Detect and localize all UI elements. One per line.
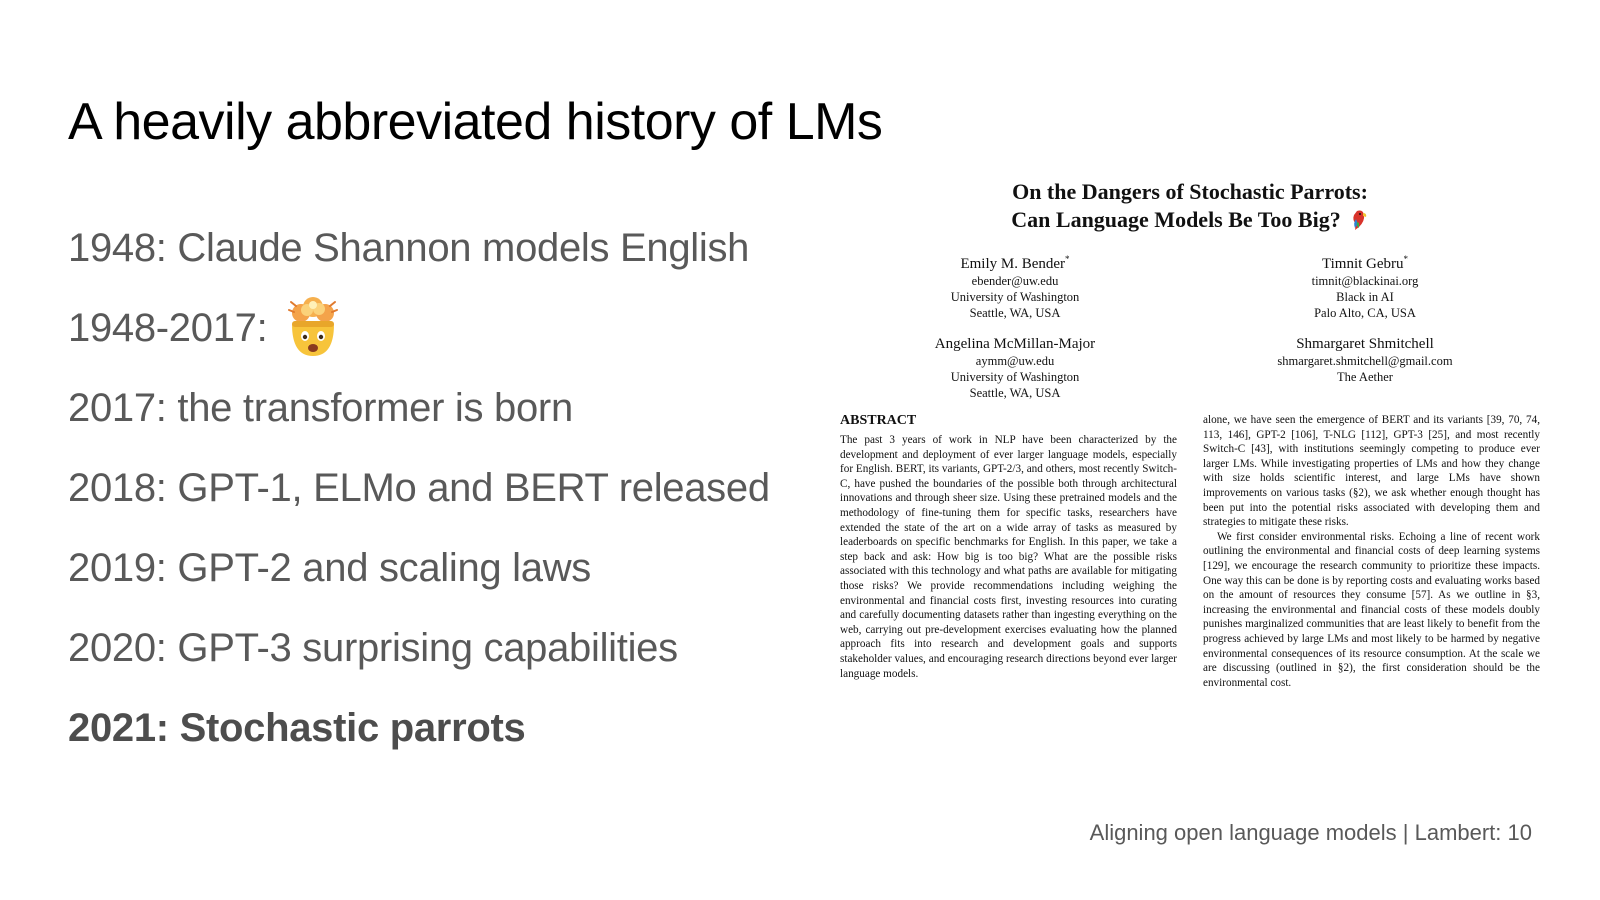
author-location: Palo Alto, CA, USA <box>1314 306 1416 320</box>
timeline-text: 2019: GPT-2 and scaling laws <box>68 545 592 590</box>
author-email: aymm@uw.edu <box>975 354 1055 368</box>
timeline-item-1948-2017 <box>68 288 808 368</box>
author-block <box>840 335 1190 401</box>
paper-authors <box>840 250 1540 401</box>
timeline-text: 2020: GPT-3 surprising capabilities <box>68 625 678 670</box>
slide-footer: Aligning open language models | Lambert: 10 <box>1089 820 1532 845</box>
timeline-item-2020 <box>68 608 808 688</box>
author-location: Seattle, WA, USA <box>969 386 1061 400</box>
author-affiliation: University of Washington <box>950 290 1080 304</box>
paper-left-column <box>840 413 1177 690</box>
timeline-text: 2017: the transformer is born <box>68 385 573 430</box>
timeline-item-2018 <box>68 448 808 528</box>
paper-excerpt-image <box>840 178 1540 690</box>
abstract-heading: ABSTRACT <box>840 413 917 428</box>
timeline-text: 1948: Claude Shannon models English <box>68 225 750 270</box>
author-block <box>1190 335 1540 401</box>
paper-title-line-1: On the Dangers of Stochastic Parrots: <box>1012 179 1368 204</box>
author-location: Seattle, WA, USA <box>969 306 1061 320</box>
author-name: Shmargaret Shmitchell <box>1296 336 1434 352</box>
author-mark: * <box>1065 254 1070 264</box>
paper-title <box>840 178 1540 234</box>
timeline-text: 2018: GPT-1, ELMo and BERT released <box>68 465 770 510</box>
author-mark: * <box>1403 254 1409 264</box>
intro-paragraph-2: We first consider environmental risks. Echoing a line of recent work outlining the environmental and financial costs of deep learning systems [129], we encourage the research community to prioritize these impacts. One way this can be done is by reporting costs and evaluating works based on the amount of resources they consume [57]. As we outline in §3, increasing the environmental and financial costs of these models doubly punishes marginalized communities that are least likely to benefit from the progress achieved by large LMs and most likely to be harmed by negative environmental consequences of its resource consumption. At the scale we are discussing (outlined in §2), the first consideration should be the environmental cost. <box>1203 530 1540 689</box>
paper-title-line-2-wrap <box>840 206 1540 234</box>
abstract-text: The past 3 years of work in NLP have been characterized by the development and deployment of ever larger language models, especially for English. BERT, its variants, GPT-2/3, and others, most recently Switch-C, have pushed the boundaries of the possible both through architectural innovations and through sheer size. Using these pretrained models and the methodology of fine-tuning them for specific tasks, researchers have extended the state of the art on a wide array of tasks as measured by leaderboards on specific benchmarks for English. In this paper, we take a step back and ask: How big is too big? What are the possible risks associated with this technology and what paths are available for mitigating those risks? We provide recommendations including weighing the environmental and financial costs first, investing resources into curating and carefully documenting datasets rather than ingesting everything on the web, carrying out pre-development exercises evaluating how the planned approach fits into research and development goals and supports stakeholder values, and encouraging research directions beyond ever larger language models. <box>840 434 1177 680</box>
author-name: Timnit Gebru <box>1321 256 1404 272</box>
author-email: ebender@uw.edu <box>971 274 1059 288</box>
author-email: timnit@blackinai.org <box>1311 274 1419 288</box>
parrot-icon <box>1347 207 1369 231</box>
paper-title-line-2: Can Language Models Be Too Big? <box>1011 207 1341 232</box>
timeline-list <box>68 208 808 768</box>
author-affiliation: The Aether <box>1337 370 1393 384</box>
timeline-item-1948 <box>68 208 808 288</box>
timeline-item-2017 <box>68 368 808 448</box>
timeline-item-2021 <box>68 688 808 768</box>
timeline-text: 2021: Stochastic parrots <box>68 705 526 750</box>
timeline-item-2019 <box>68 528 808 608</box>
mind-blown-emoji-icon <box>281 296 345 360</box>
author-affiliation: Black in AI <box>1336 290 1394 304</box>
paper-body <box>840 413 1540 690</box>
author-email: shmargaret.shmitchell@gmail.com <box>1277 354 1453 368</box>
slide-title: A heavily abbreviated history of LMs <box>68 93 883 151</box>
author-name: Emily M. Bender <box>960 256 1066 272</box>
author-affiliation: University of Washington <box>950 370 1080 384</box>
paper-right-column <box>1203 413 1540 690</box>
author-block <box>840 250 1190 321</box>
author-block <box>1190 250 1540 321</box>
author-name: Angelina McMillan-Major <box>934 336 1096 352</box>
timeline-text: 1948-2017: <box>68 305 268 350</box>
intro-paragraph-1: alone, we have seen the emergence of BERT and its variants [39, 70, 74, 113, 146], GPT-2 [106], T-NLG [112], GPT-3 [25], and most recently Switch-C [43], with institutions seemingly competing to produce ever larger LMs. While investigating properties of LMs and how they change with size holds scientific interest, and large LMs have shown improvements on various tasks (§2), we ask whether enough thought has been put into the potential risks associated with developing them and strategies to mitigate these risks. <box>1203 414 1540 529</box>
